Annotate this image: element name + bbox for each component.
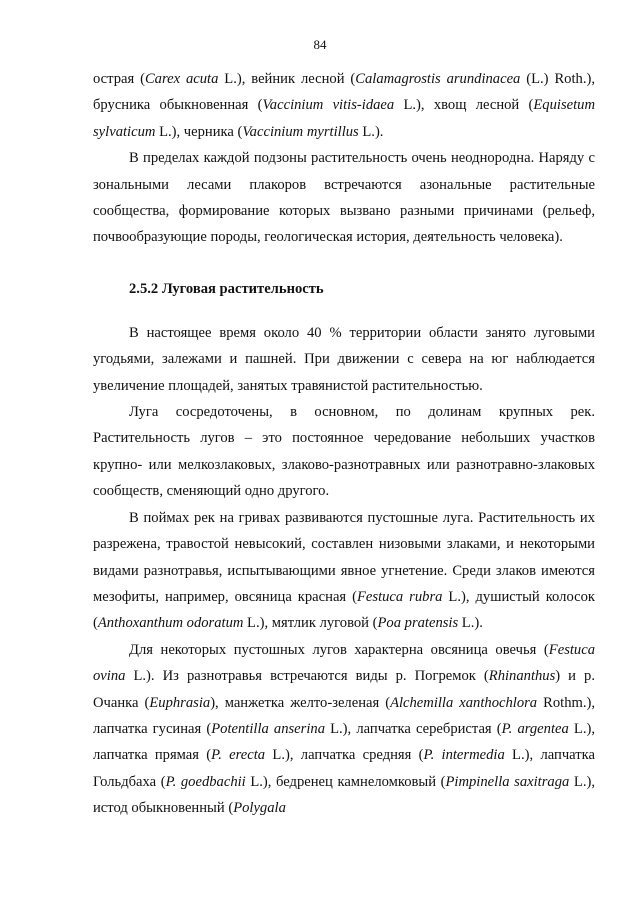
paragraph-continuation — [93, 66, 595, 145]
text-run: L.), мятлик луговой ( — [243, 615, 378, 632]
text-run: L.), бедренец камнеломковый ( — [245, 773, 446, 790]
text-run: В пределах каждой подзоны растительность очень неоднородна. Наряду с зональными лесами плакоров встречаются азональные растительные сообщества, формирование которых вызвано разными причинами (рельеф, почвообразующие породы, геологическая история, деятельность человека). — [93, 150, 595, 246]
latin-name: Potentilla anserina — [211, 720, 325, 737]
latin-name: P. intermedia — [423, 747, 505, 764]
text-run: Для некоторых пустошных лугов характерна овсяница овечья ( — [129, 641, 549, 658]
latin-name: Alchemilla xanthochlora — [390, 694, 538, 711]
latin-name: Festuca ovina — [93, 641, 595, 685]
paragraph-vegetation-heterogeneity — [93, 145, 595, 251]
text-run: В настоящее время около 40 % территории области занято луговыми угодьями, залежами и пашней. При движении с севера на юг наблюдается увеличение площадей, занятых травянистой растительностью. — [93, 324, 595, 394]
text-run: L.), лапчатка серебристая ( — [325, 720, 502, 737]
text-run: L.), истод обыкновенный ( — [93, 773, 595, 817]
text-run: L.), лапчатка Гольдбаха ( — [93, 747, 595, 790]
text-run: L.), лапчатка прямая ( — [93, 720, 595, 764]
section-heading: 2.5.2 Луговая растительность — [129, 280, 324, 297]
latin-name: P. erecta — [211, 747, 266, 764]
text-run: (L.) Roth.), брусника обыкновенная ( — [93, 71, 595, 114]
latin-name: Rhinanthus — [488, 668, 556, 685]
text-run: L.). — [358, 123, 384, 140]
text-run: В поймах рек на гривах развиваются пустошные луга. Растительность их разрежена, травостой невысокий, составлен низовыми злаками, и некоторыми видами разнотравья, испытывающими явное угнетение. Среди злаков имеются мезофиты, например, овсяница красная ( — [93, 509, 595, 605]
text-run: L.), душистый колосок ( — [93, 588, 595, 632]
latin-name: Vaccinium myrtillus — [242, 123, 359, 140]
paragraph-sheep-fescue — [93, 637, 595, 822]
text-run: Rothm.), лапчатка гусиная ( — [93, 694, 595, 737]
text-run: L.), вейник лесной ( — [218, 71, 356, 87]
latin-name: Festuca rubra — [357, 588, 443, 605]
latin-name: Anthoxanthum odoratum — [97, 615, 244, 632]
paragraph-wasteland-meadows — [93, 505, 595, 637]
page-content — [93, 66, 595, 822]
paragraph-meadow-location — [93, 399, 595, 505]
text-run: ), манжетка желто-зеленая ( — [210, 694, 391, 711]
page-number: 84 — [313, 37, 327, 52]
text-run: L.), лапчатка средняя ( — [265, 747, 424, 764]
latin-name: Polygala — [233, 800, 286, 817]
latin-name: Euphrasia — [149, 694, 211, 711]
paragraph-meadow-area — [93, 320, 595, 399]
latin-name: Carex acuta — [144, 71, 219, 87]
latin-name: Poa pratensis — [377, 615, 459, 632]
latin-name: P. argentea — [501, 720, 569, 737]
latin-name: P. goedbachii — [165, 773, 246, 790]
text-run: L.). — [458, 615, 483, 632]
latin-name: Vaccinium vitis-idaea — [262, 97, 395, 114]
latin-name: Equisetum sylvaticum — [93, 97, 595, 140]
text-run: L.), хвощ лесной ( — [394, 97, 534, 114]
text-run: L.), черника ( — [155, 123, 243, 140]
text-run: ) и р. Очанка ( — [93, 668, 595, 711]
latin-name: Calamagrostis arundinacea — [355, 71, 521, 87]
text-run: L.). Из разнотравья встречаются виды р. Погремок ( — [125, 668, 489, 685]
latin-name: Pimpinella saxitraga — [445, 773, 570, 790]
text-run: острая ( — [93, 71, 145, 87]
text-run: Луга сосредоточены, в основном, по долинам крупных рек. Растительность лугов – это постоянное чередование небольших участков крупно- или мелкозлаковых, злаково-разнотравных или разнотравно-злаковых сообществ, сменяющий одно другого. — [93, 404, 595, 500]
